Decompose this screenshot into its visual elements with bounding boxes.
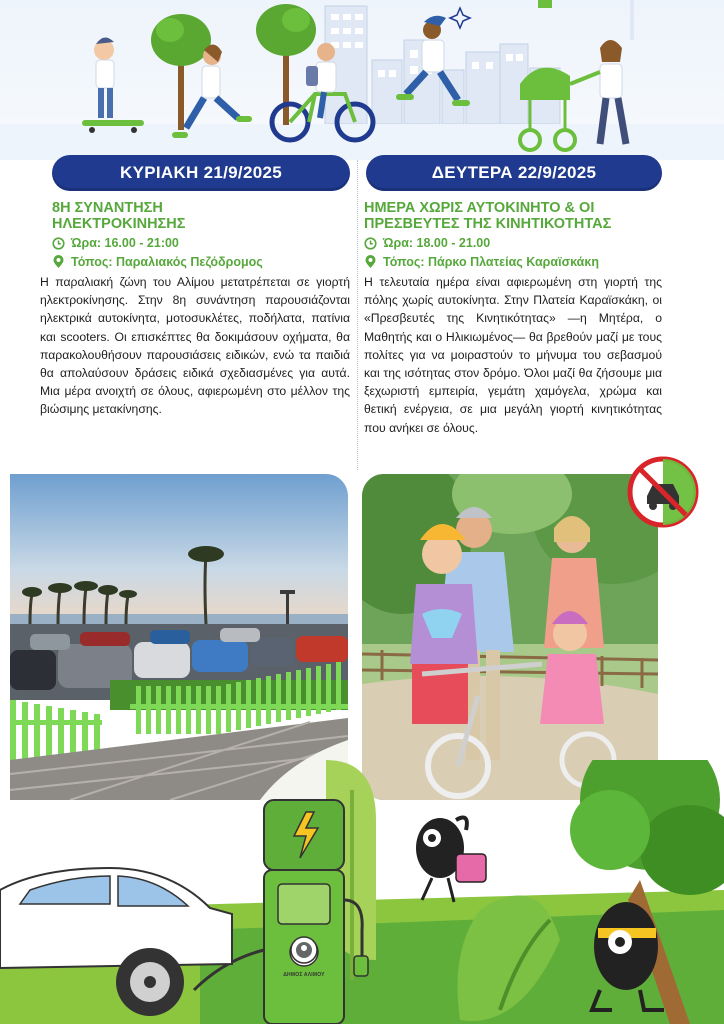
location-pin-icon [52, 255, 65, 269]
date-label: ΔΕΥΤΕΡΑ 22/9/2025 [431, 163, 597, 182]
event-place: Τόπος: Πάρκο Πλατείας Καραϊσκάκη [364, 254, 662, 270]
header-illustration [0, 0, 724, 160]
column-divider [357, 160, 358, 470]
event-electromobility [40, 200, 350, 419]
event-time: Ώρα: 16.00 - 21:00 [52, 235, 350, 251]
no-car-icon [627, 456, 699, 528]
footer-illustration [0, 760, 724, 1024]
clock-icon [364, 237, 377, 250]
location-pin-icon [364, 255, 377, 269]
municipality-name: ΔΗΜΟΣ ΑΛΙΜΟΥ [283, 972, 325, 978]
event-title: 8Η ΣΥΝΑΝΤΗΣΗ ΗΛΕΚΤΡΟΚΙΝΗΣΗΣ [52, 200, 186, 232]
event-title: ΗΜΕΡΑ ΧΩΡΙΣ ΑΥΤΟΚΙΝΗΤΟ & ΟΙ ΠΡΕΣΒΕΥΤΕΣ ΤΗΣ ΚΙΝΗΤΙΚΟΤΗΤΑΣ [364, 200, 612, 232]
date-label: ΚΥΡΙΑΚΗ 21/9/2025 [120, 163, 282, 182]
seafront-parking-photo [10, 474, 348, 800]
event-description: Η τελευταία ημέρα είναι αφιερωμένη στη γιορτή της πόλης χωρίς αυτοκίνητα. Στην Πλατεία Καραϊσκάκη, οι «Πρεσβευτές της Κινητικότητας» —η Μητέρα, ο Μαθητής και ο Ηλικιωμένος— θα βρεθούν μαζί με τους πολίτες για να μοιραστούν το μήνυμα του σεβασμού και της ισότητας στον δρόμο. Όλοι μαζί θα ζήσουμε μια ξεχωριστή εμπειρία, γεμάτη χαμόγελα, χρώμα και θετική ενέργεια, σε μια μεγάλη γιορτή κινητικότητας που ανήκει σε όλους. [364, 275, 662, 435]
event-car-free-day [364, 200, 662, 437]
municipality-logo [290, 936, 318, 968]
clock-icon [52, 237, 65, 250]
event-description: Η παραλιακή ζώνη του Αλίμου μετατρέπεται σε γιορτή ηλεκτροκίνησης. Στην 8η συνάντηση παρουσιάζονται ηλεκτρικά αυτοκίνητα, μοτοσυκλέτες, ποδήλατα, πατίνια και scooters. Οι επισκέπτες θα δοκιμάσουν οχήματα, θα παρακολουθήσουν παρουσιάσεις ειδικών, ενώ τα παιδιά θα απολαύσουν δράσεις ειδικά σχεδιασμένες για αυτά. Μια μέρα ανοιχτή σε όλους, αφιερωμένη στο μέλλον της βιώσιμης μετακίνησης. [40, 275, 350, 417]
event-place: Τόπος: Παραλιακός Πεζόδρομος [52, 254, 350, 270]
city-mobility-illustration [0, 0, 724, 160]
date-pill-sunday [52, 155, 350, 191]
date-pill-monday [366, 155, 662, 191]
family-cycling-photo [362, 474, 658, 800]
event-time: Ώρα: 18.00 - 21.00 [364, 235, 662, 251]
